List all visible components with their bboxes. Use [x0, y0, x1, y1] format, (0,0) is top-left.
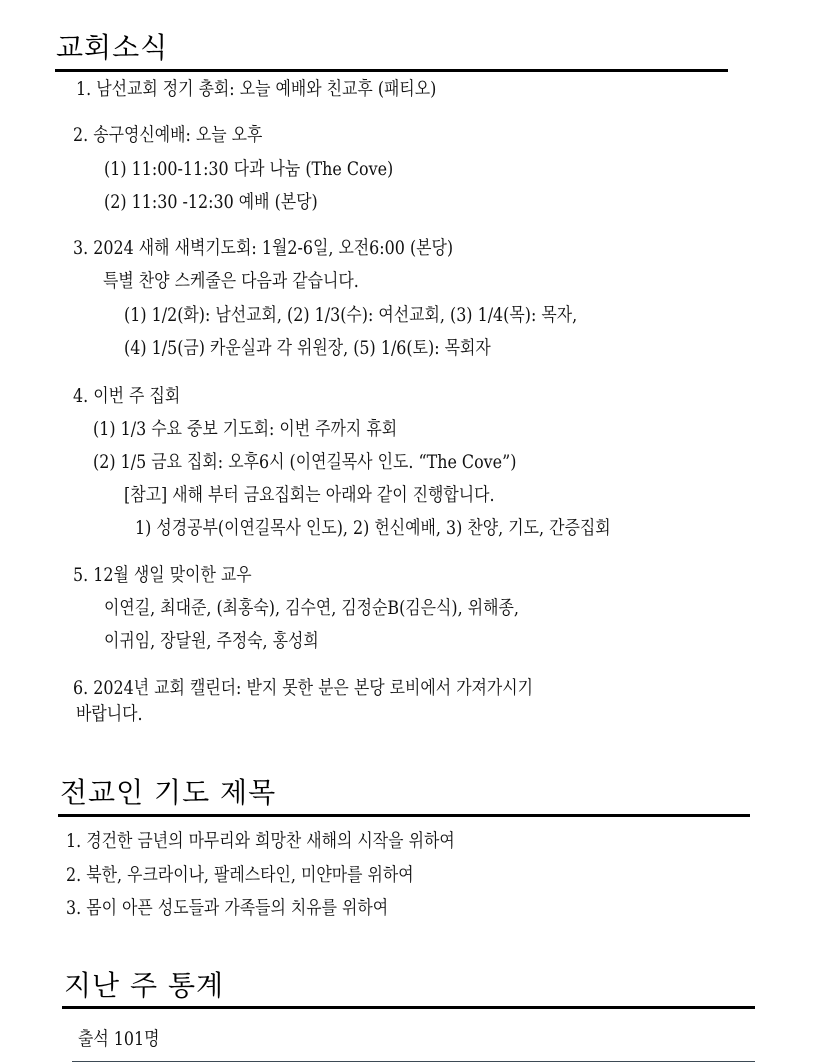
news-item-4-sub-2: (2) 1/5 금요 집회: 오후6시 (이연길목사 인도. “The Cove”): [93, 452, 517, 473]
news-item-6: 6. 2024년 교회 캘린더: 받지 못한 분은 본당 로비에서 가져가시기: [73, 678, 534, 699]
section-divider: [62, 1006, 755, 1009]
news-item-4-program: 1) 성경공부(이연길목사 인도), 2) 헌신예배, 3) 찬양, 기도, 간증집회: [135, 518, 611, 539]
news-item-3-schedule-2: (4) 1/5(금) 카운실과 각 위원장, (5) 1/6(토): 목회자: [124, 338, 491, 359]
news-item-3-schedule-1: (1) 1/2(화): 남선교회, (2) 1/3(수): 여선교회, (3) 1/4(목): 목자,: [124, 305, 578, 326]
section-divider: [58, 814, 750, 817]
news-item-2-sub-2: (2) 11:30 -12:30 예배 (본당): [104, 192, 318, 213]
news-item-5: 5. 12월 생일 맞이한 교우: [73, 565, 252, 586]
section-title-prayer: 전교인 기도 제목: [60, 776, 277, 809]
attendance-count: 출석 101명: [78, 1029, 160, 1050]
news-item-4: 4. 이번 주 집회: [73, 386, 181, 407]
news-item-1: 1. 남선교회 정기 총회: 오늘 예배와 친교후 (패티오): [76, 79, 437, 100]
news-item-4-sub-1: (1) 1/3 수요 중보 기도회: 이번 주까지 휴회: [93, 419, 398, 440]
section-divider: [55, 69, 728, 72]
section-title-church-news: 교회소식: [56, 31, 169, 64]
table-bottom-border: [72, 1061, 755, 1062]
prayer-item-3: 3. 몸이 아픈 성도들과 가족들의 치유를 위하여: [66, 898, 389, 919]
news-item-2: 2. 송구영신예배: 오늘 오후: [73, 125, 263, 146]
news-item-6-cont: 바랍니다.: [76, 704, 143, 725]
news-item-3: 3. 2024 새해 새벽기도회: 1월2-6일, 오전6:00 (본당): [73, 238, 454, 259]
prayer-item-1: 1. 경건한 금년의 마무리와 희망찬 새해의 시작을 위하여: [66, 831, 455, 852]
news-item-3-note: 특별 찬양 스케줄은 다음과 같습니다.: [103, 271, 359, 292]
prayer-item-2: 2. 북한, 우크라이나, 팔레스타인, 미얀마를 위하여: [66, 865, 414, 886]
news-item-4-note: [참고] 새해 부터 금요집회는 아래와 같이 진행합니다.: [124, 485, 495, 506]
news-item-2-sub-1: (1) 11:00-11:30 다과 나눔 (The Cove): [104, 159, 394, 180]
birthday-names-2: 이귀임, 장달원, 주정숙, 홍성희: [104, 631, 319, 652]
birthday-names-1: 이연길, 최대준, (최홍숙), 김수연, 김정순B(김은식), 위해종,: [104, 598, 519, 619]
section-title-stats: 지난 주 통계: [64, 969, 225, 1002]
